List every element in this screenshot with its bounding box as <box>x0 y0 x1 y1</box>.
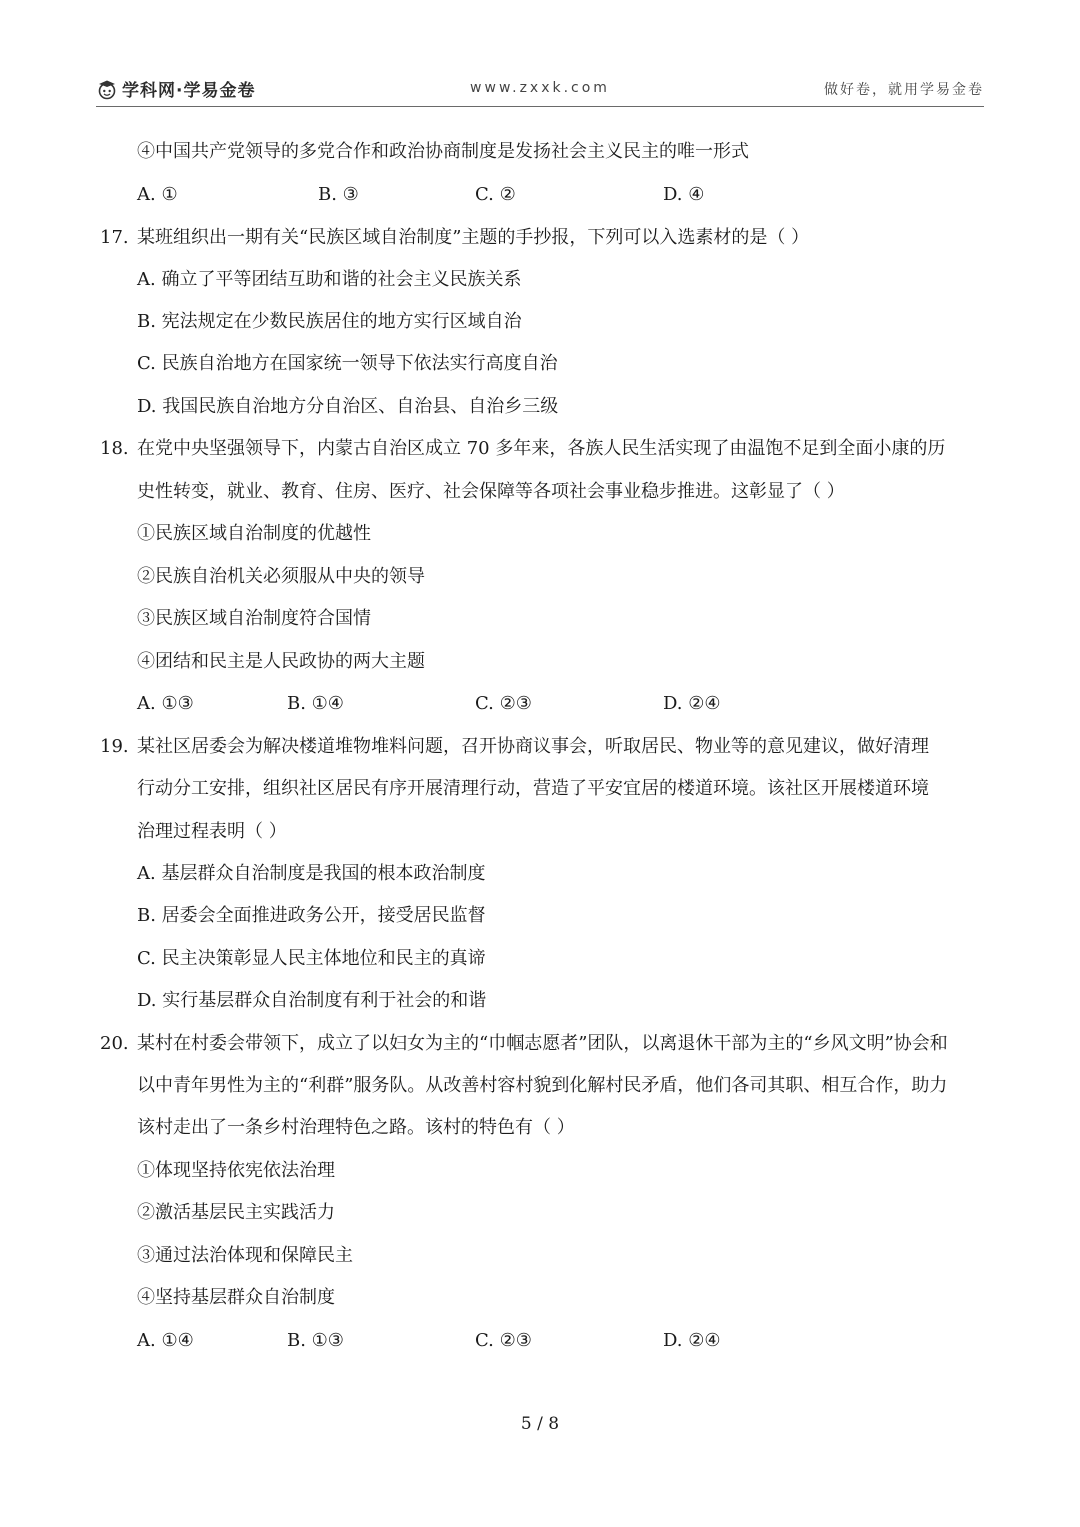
q20-stem-line-1: 某村在村委会带领下，成立了以妇女为主的“巾帼志愿者”团队，以离退休干部为主的“乡风文明”协会和 <box>137 1033 948 1054</box>
q16-option-c: C. ② <box>475 184 516 205</box>
q18-number: 18. <box>100 438 129 459</box>
q18-option-d: D. ②④ <box>663 693 721 714</box>
q18-item-4: ④团结和民主是人民政协的两大主题 <box>137 651 425 672</box>
q20-number: 20. <box>100 1033 129 1054</box>
page-header <box>96 70 984 107</box>
q20-option-d: D. ②④ <box>663 1330 721 1351</box>
q18-option-b: B. ①④ <box>287 693 344 714</box>
site-url: www.zxxk.com <box>470 80 610 96</box>
q16-item-4: ④中国共产党领导的多党合作和政治协商制度是发扬社会主义民主的唯一形式 <box>137 141 749 162</box>
q17-option-d: D. 我国民族自治地方分自治区、自治县、自治乡三级 <box>137 396 559 417</box>
q19-stem-line-1: 某社区居委会为解决楼道堆物堆料问题，召开协商议事会，听取居民、物业等的意见建议，做好清理 <box>137 736 929 757</box>
q17-option-c: C. 民族自治地方在国家统一领导下依法实行高度自治 <box>137 353 558 374</box>
q20-item-2: ②激活基层民主实践活力 <box>137 1202 335 1223</box>
q20-item-3: ③通过法治体现和保障民主 <box>137 1245 353 1266</box>
page-number: 5 / 8 <box>520 1414 560 1434</box>
q19-number: 19. <box>100 736 129 757</box>
q20-item-1: ①体现坚持依宪依法治理 <box>137 1160 335 1181</box>
q20-stem-line-3: 该村走出了一条乡村治理特色之路。该村的特色有（ ） <box>137 1117 575 1138</box>
q20-item-4: ④坚持基层群众自治制度 <box>137 1287 335 1308</box>
q18-item-2: ②民族自治机关必须服从中央的领导 <box>137 566 425 587</box>
q19-stem-line-2: 行动分工安排，组织社区居民有序开展清理行动，营造了平安宜居的楼道环境。该社区开展楼道环境 <box>137 778 929 799</box>
q18-item-1: ①民族区域自治制度的优越性 <box>137 523 371 544</box>
q18-stem-line-1: 在党中央坚强领导下，内蒙古自治区成立 70 多年来，各族人民生活实现了由温饱不足到全面小康的历 <box>137 438 946 459</box>
q20-stem-line-2: 以中青年男性为主的“利群”服务队。从改善村容村貌到化解村民矛盾，他们各司其职、相互合作，助力 <box>137 1075 948 1096</box>
q19-option-d: D. 实行基层群众自治制度有利于社会的和谐 <box>137 990 487 1011</box>
q18-item-3: ③民族区域自治制度符合国情 <box>137 608 371 629</box>
q19-option-a: A. 基层群众自治制度是我国的根本政治制度 <box>137 863 486 884</box>
q18-stem-line-2: 史性转变，就业、教育、住房、医疗、社会保障等各项社会事业稳步推进。这彰显了（ ） <box>137 481 845 502</box>
q18-option-c: C. ②③ <box>475 693 532 714</box>
q16-option-d: D. ④ <box>663 184 705 205</box>
logo-text: 学科网·学易金卷 <box>122 81 256 101</box>
q16-option-b: B. ③ <box>318 184 359 205</box>
q17-number: 17. <box>100 227 129 248</box>
q17-stem: 某班组织出一期有关“民族区域自治制度”主题的手抄报，下列可以入选素材的是（ ） <box>137 227 810 248</box>
q19-option-c: C. 民主决策彰显人民主体地位和民主的真谛 <box>137 948 486 969</box>
header-slogan: 做好卷，就用学易金卷 <box>824 82 984 98</box>
q16-option-a: A. ① <box>137 184 178 205</box>
q20-option-c: C. ②③ <box>475 1330 532 1351</box>
q20-option-a: A. ①④ <box>137 1330 194 1351</box>
q20-option-b: B. ①③ <box>287 1330 344 1351</box>
q19-option-b: B. 居委会全面推进政务公开，接受居民监督 <box>137 905 486 926</box>
q19-stem-line-3: 治理过程表明（ ） <box>137 821 287 842</box>
q17-option-b: B. 宪法规定在少数民族居住的地方实行区域自治 <box>137 311 522 332</box>
q17-option-a: A. 确立了平等团结互助和谐的社会主义民族关系 <box>137 269 522 290</box>
q18-option-a: A. ①③ <box>137 693 194 714</box>
